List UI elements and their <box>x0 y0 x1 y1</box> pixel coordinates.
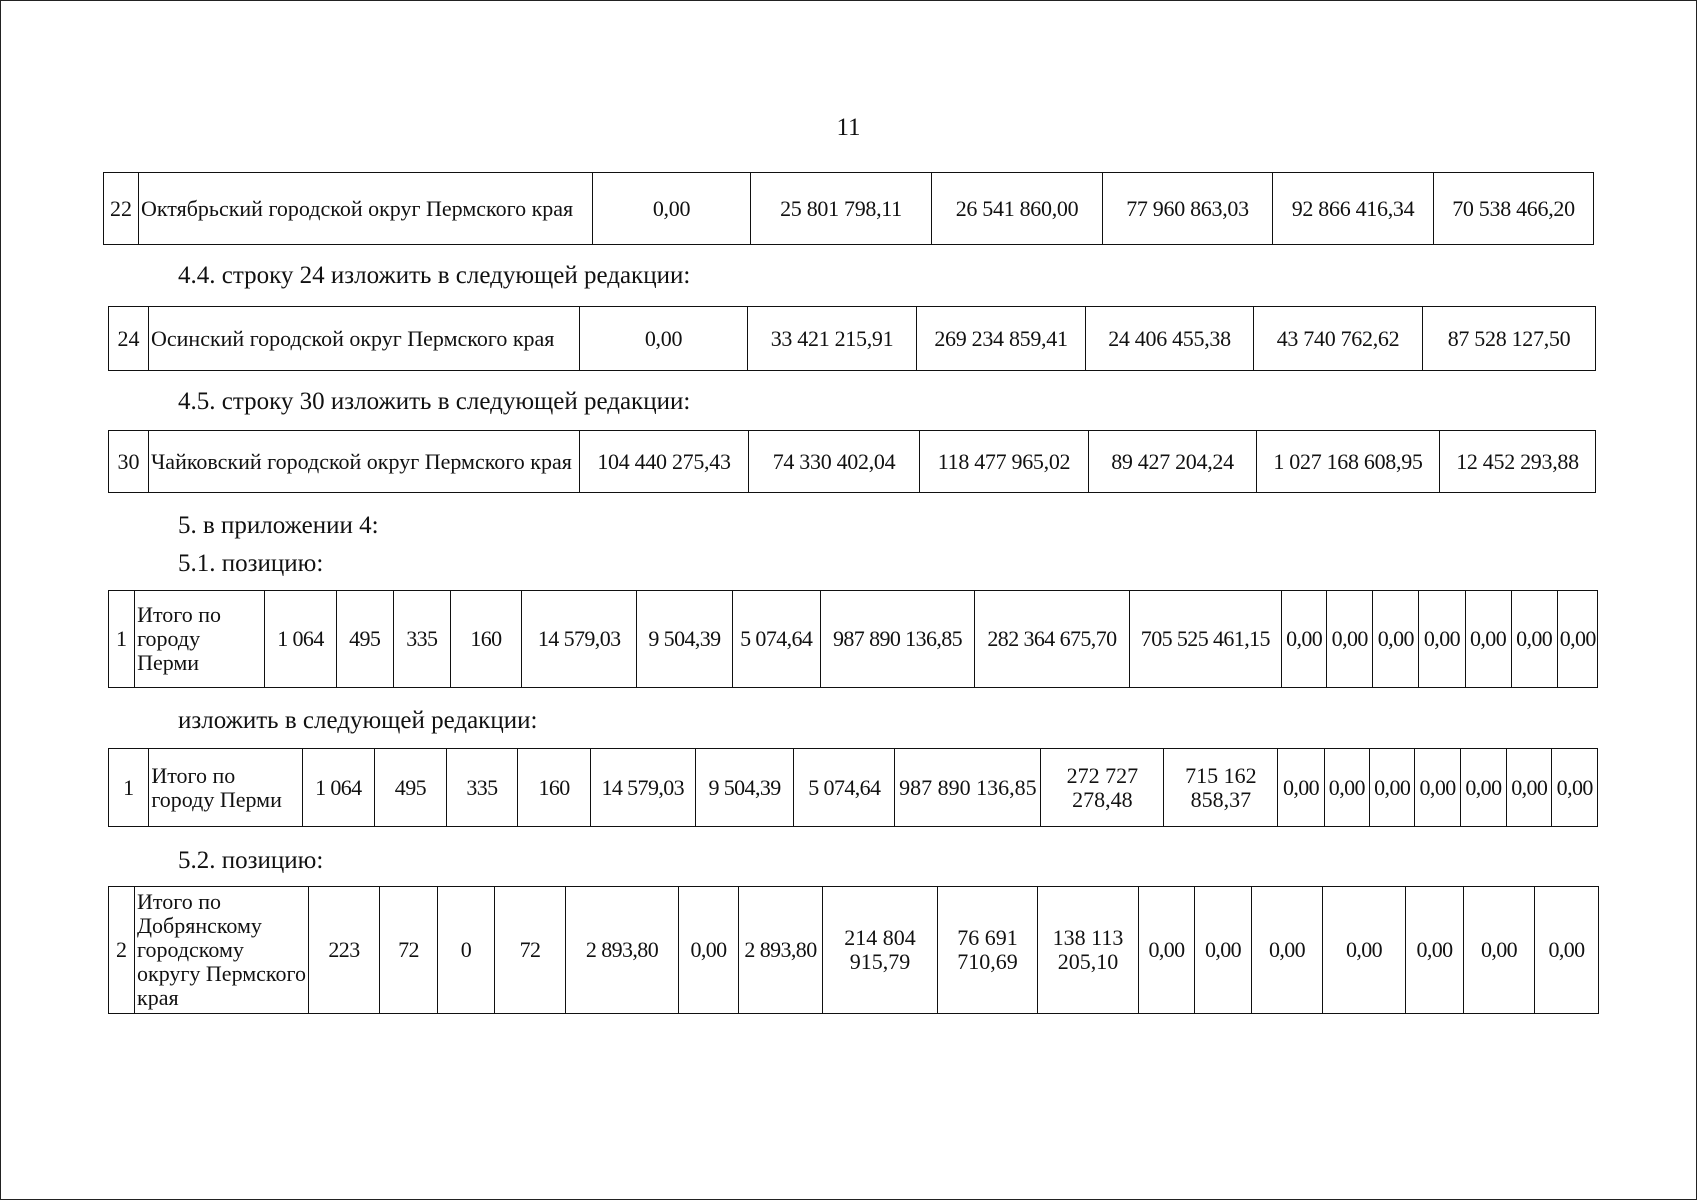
municipality-name: Октябрьский городской округ Пермского края <box>139 173 593 245</box>
instruction-5-2: 5.2. позицию: <box>178 847 324 874</box>
value-cell: 70 538 466,20 <box>1434 173 1594 245</box>
value-cell: 9 504,39 <box>637 591 732 688</box>
value-cell: 0,00 <box>1195 887 1252 1014</box>
table-row <box>109 431 1596 493</box>
value-cell: 26 541 860,00 <box>932 173 1103 245</box>
table-row <box>109 307 1596 371</box>
value-cell: 0,00 <box>679 887 739 1014</box>
row-number: 22 <box>104 173 139 245</box>
value-cell: 0,00 <box>1511 591 1557 688</box>
value-cell: 118 477 965,02 <box>920 431 1089 493</box>
municipality-name: Итого по Добрянскому городскому округу Пермского края <box>135 887 309 1014</box>
table-row-22 <box>103 172 1594 245</box>
value-cell: 0,00 <box>1324 749 1369 827</box>
value-cell: 0,00 <box>1252 887 1323 1014</box>
value-cell: 0 <box>438 887 495 1014</box>
municipality-name: Чайковский городской округ Пермского края <box>149 431 580 493</box>
value-cell: 43 740 762,62 <box>1254 307 1423 371</box>
value-cell: 14 579,03 <box>590 749 695 827</box>
table-position-2 <box>108 886 1599 1014</box>
value-cell: 335 <box>393 591 450 688</box>
value-cell: 72 <box>380 887 438 1014</box>
row-number: 2 <box>109 887 135 1014</box>
value-cell: 0,00 <box>1465 591 1511 688</box>
value-cell: 987 890 136,85 <box>895 749 1041 827</box>
row-number: 1 <box>109 749 149 827</box>
value-cell: 9 504,39 <box>695 749 794 827</box>
value-cell: 12 452 293,88 <box>1440 431 1596 493</box>
value-cell: 495 <box>375 749 447 827</box>
table-row <box>109 591 1598 688</box>
value-cell: 1 064 <box>265 591 336 688</box>
row-number: 1 <box>109 591 135 688</box>
value-cell: 0,00 <box>1373 591 1419 688</box>
value-cell: 282 364 675,70 <box>975 591 1129 688</box>
value-cell: 0,00 <box>1323 887 1406 1014</box>
value-cell: 138 113 205,10 <box>1038 887 1139 1014</box>
value-cell: 72 <box>495 887 566 1014</box>
value-cell: 25 801 798,11 <box>751 173 932 245</box>
value-cell: 0,00 <box>1278 749 1324 827</box>
value-cell: 335 <box>446 749 518 827</box>
value-cell: 33 421 215,91 <box>748 307 917 371</box>
value-cell: 92 866 416,34 <box>1273 173 1434 245</box>
instruction-4-5: 4.5. строку 30 изложить в следующей редакции: <box>178 388 691 415</box>
value-cell: 104 440 275,43 <box>580 431 749 493</box>
value-cell: 0,00 <box>1552 749 1598 827</box>
table-row-24 <box>108 306 1596 371</box>
table-row <box>109 749 1598 827</box>
value-cell: 272 727 278,48 <box>1041 749 1164 827</box>
table-row-30 <box>108 430 1596 493</box>
value-cell: 5 074,64 <box>794 749 895 827</box>
table-position-1-new <box>108 748 1598 827</box>
value-cell: 5 074,64 <box>732 591 820 688</box>
value-cell: 0,00 <box>1419 591 1465 688</box>
value-cell: 160 <box>450 591 521 688</box>
value-cell: 0,00 <box>1464 887 1535 1014</box>
value-cell: 0,00 <box>1327 591 1373 688</box>
value-cell: 0,00 <box>1406 887 1464 1014</box>
value-cell: 495 <box>336 591 393 688</box>
value-cell: 0,00 <box>1557 591 1597 688</box>
value-cell: 0,00 <box>1282 591 1327 688</box>
value-cell: 269 234 859,41 <box>917 307 1086 371</box>
value-cell: 715 162 858,37 <box>1164 749 1278 827</box>
value-cell: 0,00 <box>580 307 748 371</box>
instruction-4-4: 4.4. строку 24 изложить в следующей редакции: <box>178 262 691 289</box>
value-cell: 87 528 127,50 <box>1423 307 1596 371</box>
value-cell: 74 330 402,04 <box>749 431 920 493</box>
value-cell: 1 027 168 608,95 <box>1257 431 1440 493</box>
value-cell: 160 <box>518 749 591 827</box>
value-cell: 0,00 <box>593 173 751 245</box>
value-cell: 24 406 455,38 <box>1086 307 1254 371</box>
municipality-name: Итого по городу Перми <box>135 591 265 688</box>
instruction-new-edition: изложить в следующей редакции: <box>178 707 538 734</box>
value-cell: 2 893,80 <box>566 887 679 1014</box>
value-cell: 0,00 <box>1370 749 1415 827</box>
value-cell: 0,00 <box>1507 749 1552 827</box>
value-cell: 89 427 204,24 <box>1089 431 1257 493</box>
value-cell: 705 525 461,15 <box>1129 591 1281 688</box>
municipality-name: Осинский городской округ Пермского края <box>149 307 580 371</box>
value-cell: 987 890 136,85 <box>820 591 974 688</box>
value-cell: 214 804 915,79 <box>823 887 938 1014</box>
instruction-5-1: 5.1. позицию: <box>178 550 324 577</box>
value-cell: 1 064 <box>302 749 375 827</box>
instruction-5: 5. в приложении 4: <box>178 512 379 539</box>
value-cell: 14 579,03 <box>522 591 637 688</box>
value-cell: 76 691 710,69 <box>938 887 1038 1014</box>
table-position-1-old <box>108 590 1598 688</box>
value-cell: 0,00 <box>1139 887 1195 1014</box>
value-cell: 0,00 <box>1460 749 1506 827</box>
municipality-name: Итого по городу Перми <box>149 749 302 827</box>
value-cell: 0,00 <box>1415 749 1460 827</box>
value-cell: 223 <box>309 887 380 1014</box>
value-cell: 0,00 <box>1535 887 1599 1014</box>
row-number: 24 <box>109 307 149 371</box>
row-number: 30 <box>109 431 149 493</box>
page-number: 11 <box>836 114 861 141</box>
value-cell: 2 893,80 <box>739 887 823 1014</box>
table-row <box>104 173 1594 245</box>
table-row <box>109 887 1599 1014</box>
value-cell: 77 960 863,03 <box>1103 173 1273 245</box>
